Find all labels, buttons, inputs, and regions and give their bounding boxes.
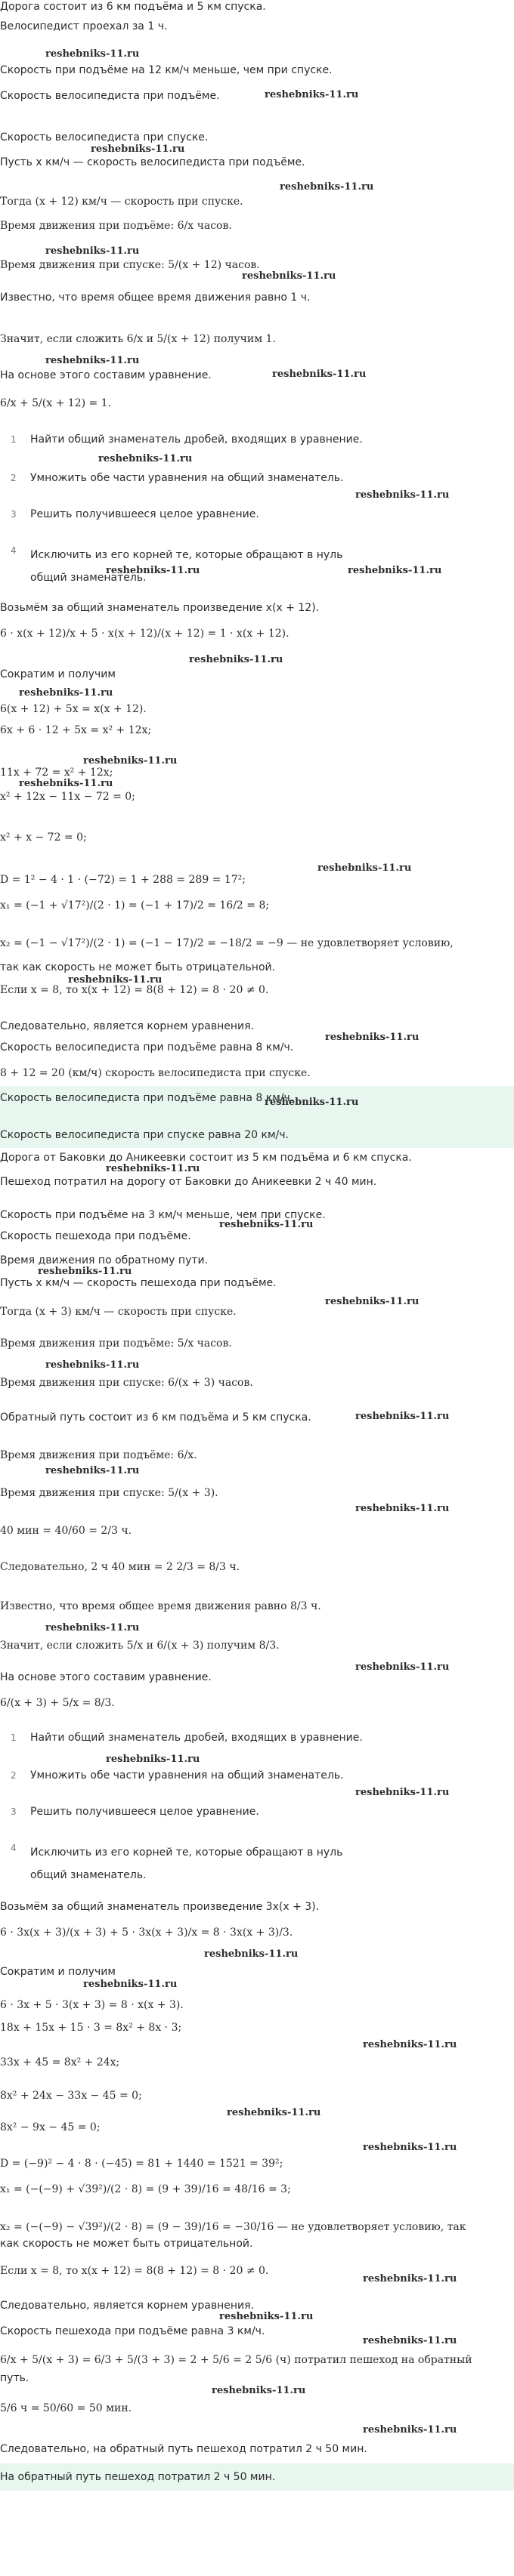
text-line: так как скорость не может быть отрицательной. [0, 961, 276, 973]
equation: 33x + 45 = 8x² + 24x; [0, 2056, 120, 2069]
equation: x₁ = (−(−9) + √39²)/(2 · 8) = (9 + 39)/16 = 48/16 = 3; [0, 2183, 291, 2195]
watermark: reshebniks-11.ru [45, 355, 140, 366]
text-line: Следовательно, 2 ч 40 мин = 2 2/3 = 8/3 ч. [0, 1561, 240, 1573]
watermark: reshebniks-11.ru [91, 143, 185, 155]
text-line: Время движения при подъёме: 5/x часов. [0, 1337, 232, 1350]
equation: 18x + 15x + 15 · 3 = 8x² + 8x · 3; [0, 2022, 182, 2034]
watermark: reshebniks-11.ru [363, 2039, 457, 2050]
watermark: reshebniks-11.ru [325, 1296, 420, 1307]
answer-line: На обратный путь пешеход потратил 2 ч 50 мин. [0, 2471, 276, 2483]
text-line: Обратный путь состоит из 6 км подъёма и 5 км спуска. [0, 1411, 311, 1424]
step-item: Найти общий знаменатель дробей, входящих в уравнение. [30, 433, 363, 446]
text-line: Скорость пешехода при подъёме равна 3 км/ч. [0, 2325, 265, 2337]
watermark: reshebniks-11.ru [45, 48, 140, 60]
text-line: Пусть x км/ч — скорость пешехода при подъёме. [0, 1277, 277, 1289]
watermark: reshebniks-11.ru [83, 1979, 178, 1990]
text-line: Время движения по обратному пути. [0, 1254, 209, 1266]
equation: x² + 12x − 11x − 72 = 0; [0, 791, 135, 803]
step-item: Умножить обе части уравнения на общий знаменатель. [30, 1769, 344, 1782]
equation: 6/x + 5/(x + 3) = 6/3 + 5/(3 + 3) = 2 + 5/6 = 2 5/6 (ч) потратил пешеход на обратный [0, 2354, 472, 2366]
text-line: Время движения при подъёме: 6/x. [0, 1449, 197, 1461]
step-item: Исключить из его корней те, которые обращают в нуль общий знаменатель. [30, 549, 343, 584]
text-line: Известно, что время общее время движения равно 1 ч. [0, 292, 311, 304]
step-number: 4 [11, 545, 17, 556]
answer-box [0, 1086, 514, 1148]
watermark: reshebniks-11.ru [363, 2335, 457, 2346]
answer-line: Скорость велосипедиста при подъёме равна 8 км/ч. [0, 1092, 294, 1104]
watermark: reshebniks-11.ru [219, 1219, 314, 1230]
watermark: reshebniks-11.ru [355, 1503, 450, 1514]
text-line: как скорость не может быть отрицательной. [0, 2238, 253, 2250]
step-item: Решить получившееся целое уравнение. [30, 508, 259, 520]
text-line: Дорога состоит из 6 км подъёма и 5 км спуска. [0, 1, 266, 13]
step-item: Исключить из его корней те, которые обращают в нуль общий знаменатель. [30, 1846, 343, 1881]
step-number: 4 [11, 1843, 17, 1853]
watermark: reshebniks-11.ru [45, 1359, 140, 1371]
watermark: reshebniks-11.ru [348, 565, 442, 576]
equation: 11x + 72 = x² + 12x; [0, 767, 113, 779]
text-line: Время движения при спуске: 5/(x + 12) часов. [0, 259, 260, 271]
text-line: Скорость при подъёме на 3 км/ч меньше, чем при спуске. [0, 1209, 326, 1221]
step-number: 2 [11, 1770, 17, 1781]
watermark: reshebniks-11.ru [19, 687, 113, 699]
watermark: reshebniks-11.ru [265, 1097, 359, 1108]
text-line: Значит, если сложить 6/x и 5/(x + 12) получим 1. [0, 333, 276, 345]
step-number: 1 [11, 1732, 17, 1743]
equation: 40 мин = 40/60 = 2/3 ч. [0, 1525, 132, 1537]
text-line: Скорость велосипедиста при подъёме равна 8 км/ч. [0, 1041, 294, 1054]
watermark: reshebniks-11.ru [355, 489, 450, 501]
text-line: Следовательно, на обратный путь пешеход потратил 2 ч 50 мин. [0, 2443, 367, 2455]
text-line: Следовательно, является корнем уравнения. [0, 2300, 254, 2312]
watermark: reshebniks-11.ru [317, 862, 412, 874]
text-line: Время движения при подъёме: 6/x часов. [0, 220, 232, 232]
watermark: reshebniks-11.ru [355, 1411, 450, 1422]
equation: 6/(x + 3) + 5/x = 8/3. [0, 1697, 115, 1709]
text-line: Велосипедист проехал за 1 ч. [0, 20, 168, 32]
text-line: Скорость при подъёме на 12 км/ч меньше, чем при спуске. [0, 64, 333, 76]
text-line: Сократим и получим [0, 1966, 116, 1978]
step-item: Найти общий знаменатель дробей, входящих в уравнение. [30, 1732, 363, 1744]
equation: 6 · 3x(x + 3)/(x + 3) + 5 · 3x(x + 3)/x = 8 · 3x(x + 3)/3. [0, 1927, 293, 1939]
step-number: 1 [11, 434, 17, 445]
equation: 6/x + 5/(x + 12) = 1. [0, 397, 112, 409]
step-number: 3 [11, 1806, 17, 1817]
text-line: Время движения при спуске: 6/(x + 3) часов. [0, 1377, 253, 1389]
watermark: reshebniks-11.ru [363, 2273, 457, 2284]
text-line: На основе этого составим уравнение. [0, 1671, 212, 1683]
answer-box [0, 2463, 514, 2491]
text-line: Дорога от Баковки до Аникеевки состоит из 5 км подъёма и 6 км спуска. [0, 1152, 412, 1164]
watermark: reshebniks-11.ru [38, 1266, 132, 1277]
equation: 6(x + 12) + 5x = x(x + 12). [0, 703, 147, 715]
equation: 8 + 12 = 20 (км/ч) скорость велосипедиста при спуске. [0, 1067, 311, 1079]
text-line: Скорость велосипедиста при спуске. [0, 131, 209, 143]
equation: Если x = 8, то x(x + 12) = 8(8 + 12) = 8 · 20 ≠ 0. [0, 2265, 269, 2277]
watermark: reshebniks-11.ru [272, 369, 367, 380]
watermark: reshebniks-11.ru [83, 755, 178, 767]
step-number: 2 [11, 473, 17, 483]
text-line: Возьмём за общий знаменатель произведение x(x + 12). [0, 602, 320, 614]
watermark: reshebniks-11.ru [19, 778, 113, 789]
step-item: Решить получившееся целое уравнение. [30, 1806, 259, 1818]
equation: D = 1² − 4 · 1 · (−72) = 1 + 288 = 289 = 17²; [0, 874, 246, 886]
text-line: Известно, что время общее время движения равно 8/3 ч. [0, 1600, 321, 1612]
text-line: Пешеход потратил на дорогу от Баковки до Аникеевки 2 ч 40 мин. [0, 1176, 377, 1188]
equation: 5/6 ч = 50/60 = 50 мин. [0, 2402, 132, 2414]
watermark: reshebniks-11.ru [242, 270, 336, 282]
equation: 6x + 6 · 12 + 5x = x² + 12x; [0, 724, 152, 736]
watermark: reshebniks-11.ru [363, 2142, 457, 2153]
watermark: reshebniks-11.ru [227, 2107, 321, 2118]
text-line: путь. [0, 2372, 29, 2384]
text-line: Скорость велосипедиста при подъёме. [0, 90, 220, 102]
watermark: reshebniks-11.ru [106, 565, 200, 576]
equation: x₂ = (−(−9) − √39²)/(2 · 8) = (9 − 39)/16 = −30/16 — не удовлетворяет условию, так [0, 2221, 466, 2233]
text-line: Тогда (x + 3) км/ч — скорость при спуске. [0, 1306, 237, 1318]
watermark: reshebniks-11.ru [212, 2385, 306, 2396]
equation: x² + x − 72 = 0; [0, 831, 87, 844]
watermark: reshebniks-11.ru [45, 1465, 140, 1476]
text-line: Значит, если сложить 5/x и 6/(x + 3) получим 8/3. [0, 1640, 280, 1652]
watermark: reshebniks-11.ru [45, 1622, 140, 1634]
text-line: Время движения при спуске: 5/(x + 3). [0, 1487, 218, 1499]
watermark: reshebniks-11.ru [363, 2424, 457, 2436]
text-line: Возьмём за общий знаменатель произведение 3x(x + 3). [0, 1901, 320, 1913]
equation: x₁ = (−1 + √17²)/(2 · 1) = (−1 + 17)/2 = 16/2 = 8; [0, 899, 270, 912]
watermark: reshebniks-11.ru [45, 245, 140, 257]
equation: 6 · x(x + 12)/x + 5 · x(x + 12)/(x + 12) = 1 · x(x + 12). [0, 628, 290, 640]
text-line: Тогда (x + 12) км/ч — скорость при спуске. [0, 196, 243, 208]
text-line: На основе этого составим уравнение. [0, 369, 212, 381]
equation: 6 · 3x + 5 · 3(x + 3) = 8 · x(x + 3). [0, 1999, 184, 2011]
equation: x₂ = (−1 − √17²)/(2 · 1) = (−1 − 17)/2 = −18/2 = −9 — не удовлетворяет условию, [0, 937, 454, 949]
answer-line: Скорость велосипедиста при спуске равна 20 км/ч. [0, 1129, 289, 1141]
step-number: 3 [11, 509, 17, 520]
watermark: reshebniks-11.ru [189, 654, 283, 665]
equation: Если x = 8, то x(x + 12) = 8(8 + 12) = 8 · 20 ≠ 0. [0, 984, 269, 996]
equation: 8x² − 9x − 45 = 0; [0, 2121, 101, 2133]
equation: 8x² + 24x − 33x − 45 = 0; [0, 2090, 142, 2102]
watermark: reshebniks-11.ru [355, 1787, 450, 1798]
watermark: reshebniks-11.ru [204, 1948, 299, 1960]
watermark: reshebniks-11.ru [325, 1032, 420, 1043]
watermark: reshebniks-11.ru [68, 974, 163, 986]
watermark: reshebniks-11.ru [355, 1661, 450, 1673]
watermark: reshebniks-11.ru [106, 1754, 200, 1765]
text-line: Следовательно, является корнем уравнения. [0, 1020, 254, 1032]
text-line: Скорость пешехода при подъёме. [0, 1230, 191, 1242]
step-item: Умножить обе части уравнения на общий знаменатель. [30, 472, 344, 484]
watermark: reshebniks-11.ru [219, 2311, 314, 2322]
text-line: Сократим и получим [0, 668, 116, 680]
watermark: reshebniks-11.ru [106, 1163, 200, 1174]
watermark: reshebniks-11.ru [98, 453, 193, 464]
text-line: Пусть x км/ч — скорость велосипедиста при подъёме. [0, 156, 305, 168]
watermark: reshebniks-11.ru [265, 89, 359, 100]
equation: D = (−9)² − 4 · 8 · (−45) = 81 + 1440 = 1521 = 39²; [0, 2158, 283, 2170]
watermark: reshebniks-11.ru [280, 181, 374, 193]
